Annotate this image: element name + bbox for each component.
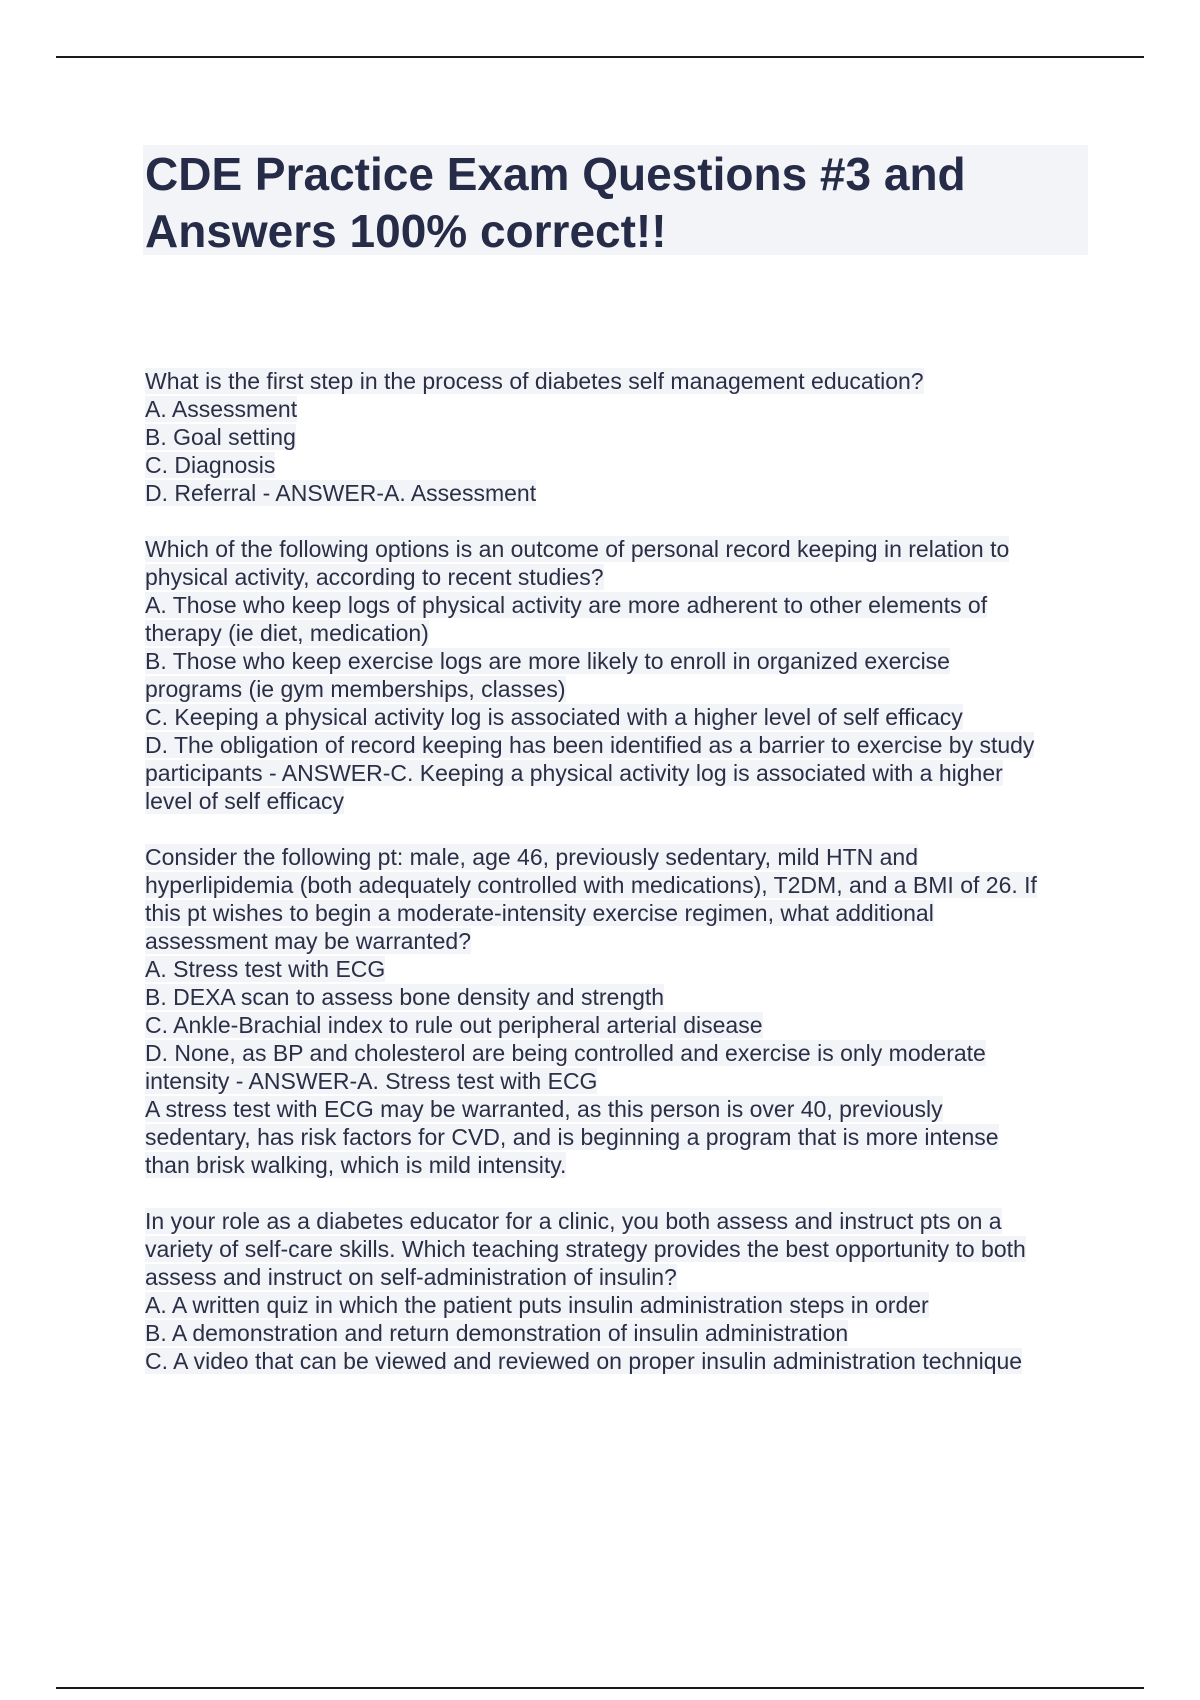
question-line: C. A video that can be viewed and reviewed on proper insulin administration technique (145, 1348, 1023, 1374)
question-line: A. Stress test with ECG (145, 956, 386, 982)
question-line: B. A demonstration and return demonstration of insulin administration (145, 1320, 849, 1346)
question-1 (145, 367, 1090, 507)
question-line: A stress test with ECG may be warranted, as this person is over 40, previously (145, 1096, 943, 1122)
question-line: therapy (ie diet, medication) (145, 620, 429, 646)
title-line-2: Answers 100% correct!! (145, 205, 667, 257)
question-line: physical activity, according to recent studies? (145, 564, 604, 590)
question-line: programs (ie gym memberships, classes) (145, 676, 566, 702)
question-line: than brisk walking, which is mild intensity. (145, 1152, 567, 1178)
question-line: B. Those who keep exercise logs are more likely to enroll in organized exercise (145, 648, 950, 674)
question-line: A. Those who keep logs of physical activity are more adherent to other elements of (145, 592, 988, 618)
question-line: intensity - ANSWER-A. Stress test with ECG (145, 1068, 598, 1094)
question-3 (145, 843, 1090, 1179)
question-line: B. DEXA scan to assess bone density and strength (145, 984, 665, 1010)
question-line: B. Goal setting (145, 424, 296, 450)
question-line: Which of the following options is an outcome of personal record keeping in relation to (145, 536, 1010, 562)
question-line: C. Ankle-Brachial index to rule out peripheral arterial disease (145, 1012, 763, 1038)
question-2 (145, 535, 1090, 815)
question-line: What is the first step in the process of diabetes self management education? (145, 368, 924, 394)
question-line: this pt wishes to begin a moderate-intensity exercise regimen, what additional (145, 900, 934, 926)
question-line: D. None, as BP and cholesterol are being controlled and exercise is only moderate (145, 1040, 986, 1066)
document-body (145, 367, 1090, 1403)
question-line: In your role as a diabetes educator for a clinic, you both assess and instruct pts on a (145, 1208, 1002, 1234)
question-4 (145, 1207, 1090, 1375)
question-line: hyperlipidemia (both adequately controlled with medications), T2DM, and a BMI of 26. If (145, 872, 1037, 898)
page-title (145, 146, 1085, 260)
question-line: Consider the following pt: male, age 46, previously sedentary, mild HTN and (145, 844, 919, 870)
question-line: sedentary, has risk factors for CVD, and is beginning a program that is more intense (145, 1124, 999, 1150)
question-line: D. The obligation of record keeping has been identified as a barrier to exercise by study (145, 732, 1035, 758)
title-line-1: CDE Practice Exam Questions #3 and (145, 148, 966, 200)
question-line: level of self efficacy (145, 788, 345, 814)
question-line: assess and instruct on self-administration of insulin? (145, 1264, 677, 1290)
top-rule (56, 56, 1144, 58)
question-line: assessment may be warranted? (145, 928, 471, 954)
question-line: variety of self-care skills. Which teaching strategy provides the best opportunity to both (145, 1236, 1026, 1262)
bottom-rule (56, 1687, 1144, 1689)
question-line: C. Keeping a physical activity log is associated with a higher level of self efficacy (145, 704, 963, 730)
question-line: D. Referral - ANSWER-A. Assessment (145, 480, 537, 506)
question-line: A. Assessment (145, 396, 298, 422)
question-line: A. A written quiz in which the patient puts insulin administration steps in order (145, 1292, 929, 1318)
question-line: C. Diagnosis (145, 452, 276, 478)
question-line: participants - ANSWER-C. Keeping a physical activity log is associated with a higher (145, 760, 1003, 786)
